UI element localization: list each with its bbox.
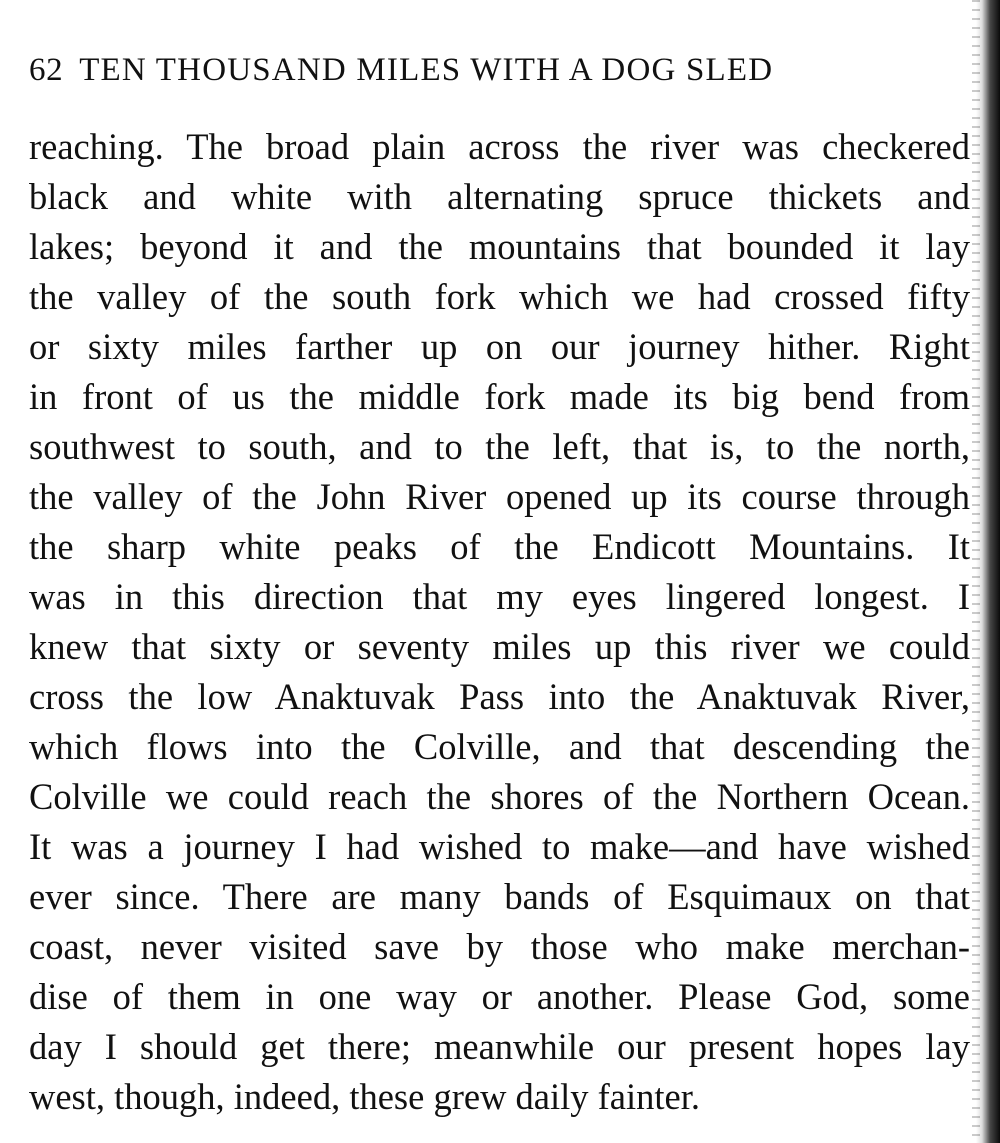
text-line: the valley of the John River opened up its course through [29, 476, 970, 517]
text-line: or sixty miles farther up on our journey hither. Right [29, 326, 970, 367]
text-line: which flows into the Colville, and that descending the [29, 726, 970, 767]
text-line: cross the low Anaktuvak Pass into the Anaktuvak River, [29, 676, 970, 717]
page-number: 62 [29, 52, 64, 88]
text-line: day I should get there; meanwhile our present hopes lay [29, 1026, 970, 1067]
text-line: lakes; beyond it and the mountains that bounded it lay [29, 226, 970, 267]
text-line: in front of us the middle fork made its big bend from [29, 376, 970, 417]
text-line: black and white with alternating spruce thickets and [29, 176, 970, 217]
running-header [29, 50, 929, 90]
text-line: dise of them in one way or another. Please God, some [29, 976, 970, 1017]
text-line: Colville we could reach the shores of the Northern Ocean. [29, 776, 970, 817]
text-line: southwest to south, and to the left, that is, to the north, [29, 426, 970, 467]
text-line: coast, never visited save by those who make merchan- [29, 926, 970, 967]
scan-noise [972, 0, 980, 1143]
text-line: reaching. The broad plain across the river was checkered [29, 126, 970, 167]
text-line: the sharp white peaks of the Endicott Mountains. It [29, 526, 970, 567]
text-line: the valley of the south fork which we had crossed fifty [29, 276, 970, 317]
text-line: It was a journey I had wished to make—and have wished [29, 826, 970, 867]
text-line-last: west, though, indeed, these grew daily fainter. [29, 1076, 701, 1117]
body-paragraph [29, 122, 970, 1122]
text-line: knew that sixty or seventy miles up this river we could [29, 626, 970, 667]
text-line: ever since. There are many bands of Esquimaux on that [29, 876, 970, 917]
running-title: TEN THOUSAND MILES WITH A DOG SLED [79, 52, 774, 88]
text-line: was in this direction that my eyes lingered longest. I [29, 576, 970, 617]
